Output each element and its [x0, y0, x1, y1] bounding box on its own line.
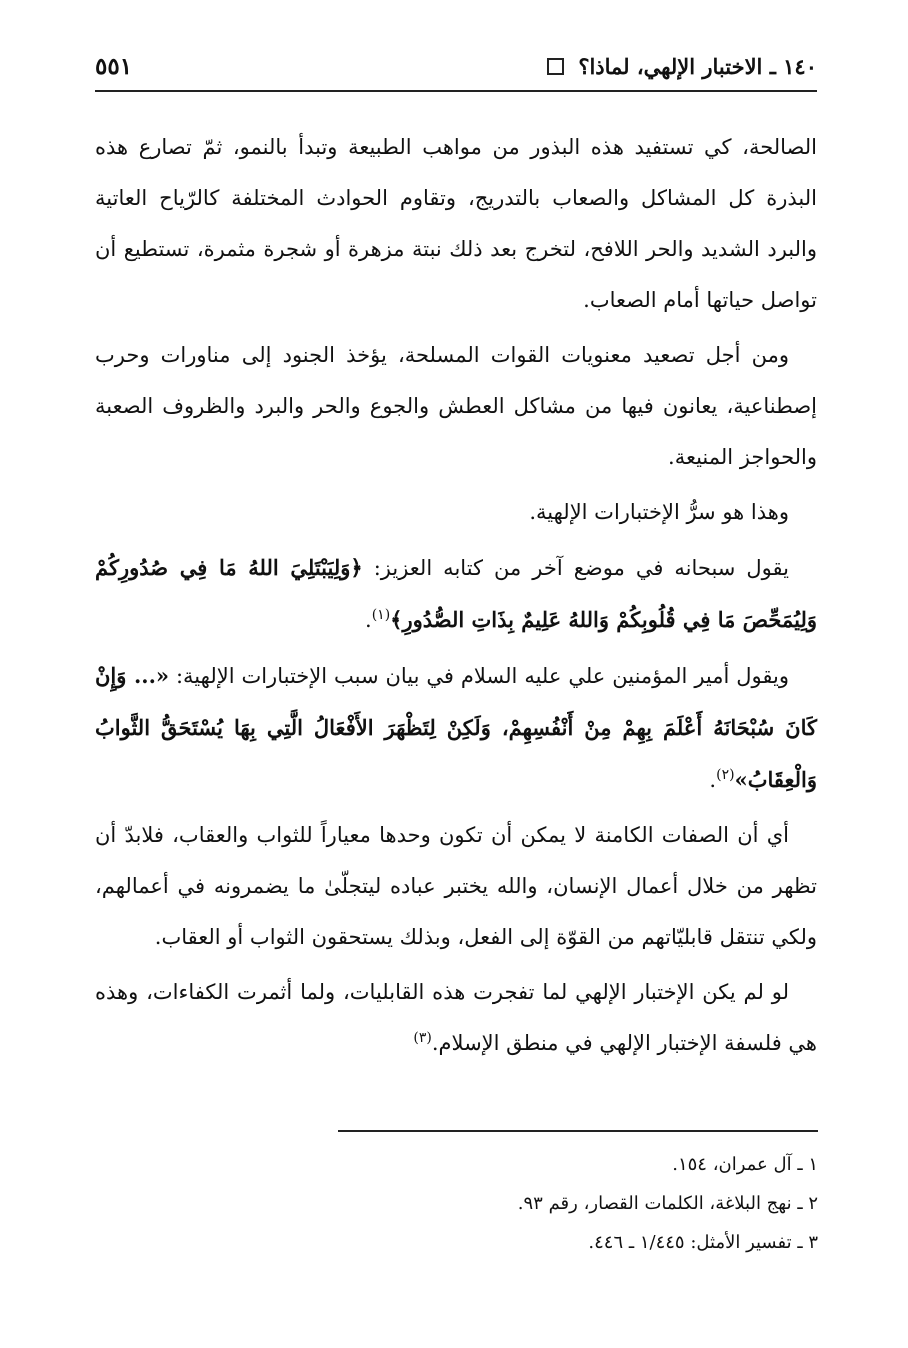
page-header: [95, 42, 817, 92]
footnotes: [338, 1145, 818, 1262]
page-number: ٥٥١: [95, 52, 133, 80]
footnote-3: ٣ ـ تفسير الأمثل: ١/٤٤٥ ـ ٤٤٦.: [588, 1232, 818, 1253]
paragraph-5-end: .: [709, 768, 717, 792]
paragraph-7-text: لو لم يكن الإختبار الإلهي لما تفجرت هذه القابليات، ولما أثمرت الكفاءات، وهذه هي فلسفة الإختبار الإلهي في منطق الإسلام.: [95, 980, 817, 1055]
paragraph-4: [95, 542, 817, 646]
footnote-ref-1: (١): [371, 607, 391, 623]
footnote-ref-2: (٢): [716, 767, 735, 783]
quran-verse-quote: ﴿وَلِيَبْتَلِيَ اللهُ مَا فِي صُدُورِكُمْ وَلِيُمَحِّصَ مَا فِي قُلُوبِكُمْ وَاللهُ عَلِيمٌ بِذَاتِ الصُّدُورِ﴾: [95, 555, 817, 632]
footnote-1: ١ ـ آل عمران، ١٥٤.: [672, 1154, 818, 1175]
footnote-divider: [338, 1130, 818, 1132]
paragraph-4-intro: يقول سبحانه في موضع آخر من كتابه العزيز:: [362, 556, 789, 580]
square-ornament-icon: [547, 58, 564, 75]
paragraph-4-end: .: [365, 608, 372, 632]
running-title: ١٤٠ ـ الاختبار الإلهي، لماذا؟: [578, 53, 817, 79]
paragraph-1: الصالحة، كي تستفيد هذه البذور من مواهب الطبيعة وتبدأ بالنمو، ثمّ تصارع هذه البذرة كل المشاكل والصعاب بالتدريج، وتقاوم الحوادث المختلفة كالرّياح العاتية والبرد الشديد والحر اللافح، لتخرج بعد ذلك نبتة مزهرة أو شجرة مثمرة، تستطيع أن تواصل حياتها أمام الصعاب.: [95, 135, 817, 312]
main-text: [95, 122, 817, 1073]
paragraph-5: [95, 650, 817, 806]
footnote-2: ٢ ـ نهج البلاغة، الكلمات القصار، رقم ٩٣.: [517, 1193, 818, 1214]
paragraph-5-intro: ويقول أمير المؤمنين علي عليه السلام في بيان سبب الإختبارات الإلهية:: [169, 664, 789, 688]
paragraph-3: وهذا هو سرُّ الإختبارات الإلهية.: [529, 500, 789, 524]
footnote-ref-3: (٣): [413, 1030, 432, 1046]
paragraph-7: [95, 967, 817, 1069]
hadith-quote: «... وَإِنْ كَانَ سُبْحَانَهُ أَعْلَمَ بِهِمْ مِنْ أَنْفُسِهِمْ، وَلَكِنْ لِتَظْهَرَ الأَفْعَالُ الَّتِي بِهَا يُسْتَحَقُّ الثَّوابُ وَالْعِقَابُ»: [95, 663, 817, 792]
paragraph-2: ومن أجل تصعيد معنويات القوات المسلحة، يؤخذ الجنود إلى مناورات وحرب إصطناعية، يعانون فيها من مشاكل العطش والجوع والحر والبرد والظروف الصعبة والحواجز المنيعة.: [95, 343, 817, 469]
paragraph-6: أي أن الصفات الكامنة لا يمكن أن تكون وحدها معياراً للثواب والعقاب، فلابدّ أن تظهر من خلال أعمال الإنسان، والله يختبر عباده ليتجلّىٰ ما يضمرونه في أعمالهم، ولكي تنتقل قابليّاتهم من القوّة إلى الفعل، وبذلك يستحقون الثواب أو العقاب.: [95, 823, 817, 949]
